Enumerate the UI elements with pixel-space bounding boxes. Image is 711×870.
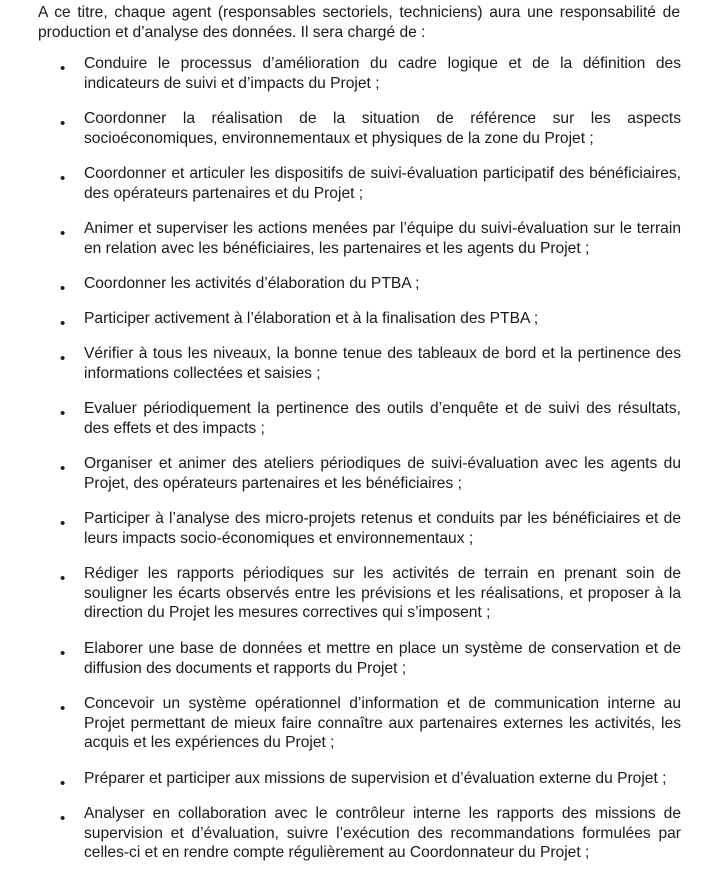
- list-item: [56, 694, 681, 753]
- list-item-text: Coordonner la réalisation de la situation de référence sur les aspects socioéconomiques, environnementaux et physiques de la zone du Projet ;: [84, 110, 681, 147]
- list-item-text: Coordonner et articuler les dispositifs de suivi-évaluation participatif des bénéficiaires, des opérateurs partenaires et du Projet ;: [84, 165, 681, 202]
- bullet-icon: •: [60, 225, 66, 242]
- list-item-text: Evaluer périodiquement la pertinence des outils d’enquête et de suivi des résultats, des effets et des impacts ;: [84, 400, 681, 437]
- list-item: [56, 54, 681, 93]
- list-item: [56, 219, 681, 258]
- bullet-icon: •: [60, 315, 66, 332]
- list-item-text: Organiser et animer des ateliers périodiques de suivi-évaluation avec les agents du Projet, des opérateurs partenaires et les bénéficiaires ;: [84, 455, 681, 492]
- bullet-icon: •: [60, 700, 66, 717]
- bullet-icon: •: [60, 170, 66, 187]
- list-item-text: Participer activement à l’élaboration et à la finalisation des PTBA ;: [84, 310, 539, 327]
- list-item-text: Coordonner les activités d’élaboration du PTBA ;: [84, 275, 420, 292]
- bullet-icon: •: [60, 405, 66, 422]
- bullet-icon: •: [60, 515, 66, 532]
- bullet-icon: •: [60, 60, 66, 77]
- list-item-text: Elaborer une base de données et mettre en place un système de conservation et de diffusion des documents et rapports du Projet ;: [84, 640, 681, 677]
- list-item: [56, 804, 681, 863]
- list-item-text: Participer à l’analyse des micro-projets retenus et conduits par les bénéficiaires et de leurs impacts socio-économiques et environnementaux ;: [84, 510, 681, 547]
- list-item-text: Rédiger les rapports périodiques sur les activités de terrain en prenant soin de souligner les écarts observés entre les prévisions et les réalisations, et proposer à la direction du Projet les mesures correctives qui s’imposent ;: [84, 565, 681, 621]
- bullet-icon: •: [60, 645, 66, 662]
- list-item: [56, 769, 681, 792]
- list-item-text: Concevoir un système opérationnel d’information et de communication interne au Projet permettant de mieux faire connaître aux partenaires externes les activités, les acquis et les expériences du Projet ;: [84, 695, 681, 751]
- list-item: [56, 344, 681, 383]
- list-item-text: Vérifier à tous les niveaux, la bonne tenue des tableaux de bord et la pertinence des informations collectées et saisies ;: [84, 345, 681, 382]
- list-item: [56, 309, 681, 332]
- intro-paragraph: A ce titre, chaque agent (responsables sectoriels, techniciens) aura une responsabilité de production et d’analyse des données. Il sera chargé de :: [38, 4, 680, 41]
- list-item-text: Analyser en collaboration avec le contrôleur interne les rapports des missions de supervision et d’évaluation, suivre l’exécution des recommandations formulées par celles-ci et en rendre compte régulièrement au Coordonnateur du Projet ;: [84, 805, 681, 861]
- bullet-icon: •: [60, 775, 66, 792]
- bullet-icon: •: [60, 115, 66, 132]
- bullet-icon: •: [60, 570, 66, 587]
- list-item: [56, 509, 681, 548]
- list-item-text: Animer et superviser les actions menées par l’équipe du suivi-évaluation sur le terrain en relation avec les bénéficiaires, les partenaires et les agents du Projet ;: [84, 220, 681, 257]
- list-item-text: Conduire le processus d’amélioration du cadre logique et de la définition des indicateurs de suivi et d’impacts du Projet ;: [84, 55, 681, 92]
- list-item: [56, 454, 681, 493]
- list-item-text: Préparer et participer aux missions de supervision et d’évaluation externe du Projet ;: [84, 770, 667, 787]
- list-item: [56, 564, 681, 623]
- list-item: [56, 639, 681, 678]
- bullet-icon: •: [60, 810, 66, 827]
- list-item: [56, 399, 681, 438]
- list-item: [56, 164, 681, 203]
- list-item: [56, 274, 681, 297]
- bullet-icon: •: [60, 460, 66, 477]
- list-item: [56, 109, 681, 148]
- bullet-icon: •: [60, 280, 66, 297]
- bullet-icon: •: [60, 350, 66, 367]
